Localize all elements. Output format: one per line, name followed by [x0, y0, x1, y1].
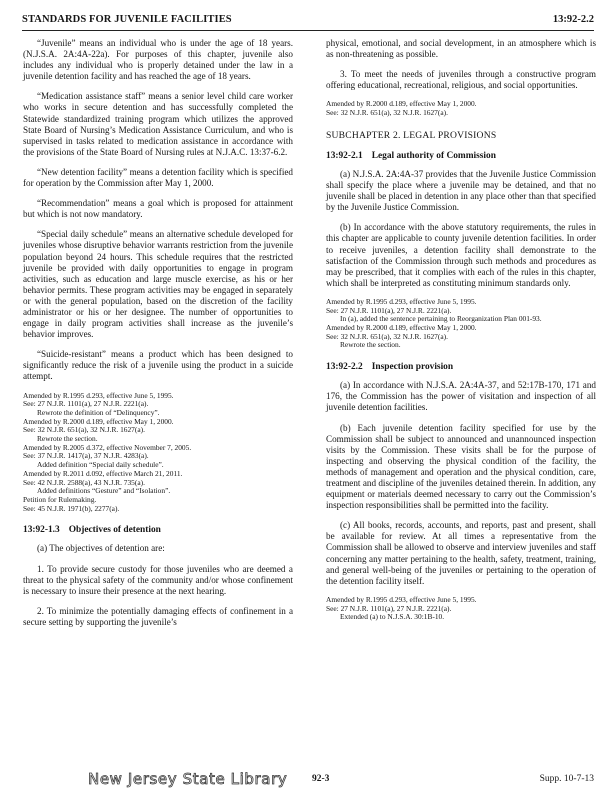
supplement-date: Supp. 10-7-13 [539, 774, 594, 784]
history-note: Amended by R.2000 d.189, effective May 1, 2000. [326, 323, 477, 333]
history-note: See: 27 N.J.R. 1101(a), 27 N.J.R. 2221(a). [23, 399, 149, 409]
objectives-intro: (a) The objectives of detention are: [37, 543, 165, 554]
amendment-history [326, 596, 596, 622]
objective-1: 1. To provide secure custody for those juveniles who are deemed a threat to the physical safety of the community and/or whose confinement is necessary to insure their presence at the next hearing. [23, 563, 293, 596]
history-note: See: 45 N.J.R. 1971(b), 2277(a). [23, 503, 120, 513]
right-column [326, 38, 596, 634]
left-column [23, 38, 293, 637]
history-note: Added definitions “Gesture” and “Isolation”. [37, 486, 171, 496]
history-note: Extended (a) to N.J.S.A. 30:1B-10. [340, 612, 445, 622]
legal-authority-b: (b) In accordance with the above statutory requirements, the rules in this chapter are applicable to county juvenile detention facilities. In order to receive juveniles, a detention facility shall demonstrate to the satisfaction of the Commission through such methods and procedures as may be prescribed, that it complies with each of the rules in this chapter, which shall be interpreted as constituting minimum standards only. [326, 222, 596, 288]
section-title: Legal authority of Commission [371, 150, 496, 161]
definition-medication-assistance-staff: “Medication assistance staff” means a senior level child care worker who works in secure detention and has successfully completed the Statewide standardized training program which utilizes the approved State Board of Nursing’s Medication Assistance Curriculum, and who is supervised in tasks related to medication assistance in accordance with the provisions of the State Board of Nursing rules at N.J.A.C. 13:37-6.2. [23, 91, 293, 157]
history-note: Added definition “Special daily schedule”. [37, 460, 164, 470]
history-note: Amended by R.1995 d.293, effective June 5, 1995. [326, 296, 477, 306]
amendment-history [326, 100, 596, 117]
definition-special-daily-schedule: “Special daily schedule” means an alternative schedule developed for juveniles whose disruptive behavior warrants restriction from the juvenile population beyond 24 hours. This schedule requires that the restricted juvenile be provided with daily opportunities to engage in program activities, such as education and large muscle exercise, as his or her behavior permits. These program activities may be engaged in separately or with the general population, based on the discretion of the facility administrator or his or her designee. The number of opportunities to engage in daily program activities shall increase as the juvenile’s behavior improves. [23, 229, 293, 340]
history-note: Rewrote the section. [37, 434, 98, 444]
history-note: See: 42 N.J.R. 2588(a), 43 N.J.R. 735(a). [23, 477, 145, 487]
inspection-b: (b) Each juvenile detention facility specified for use by the Commission shall be subject to announced and unannounced inspection visits by the Commission. These visits shall be for the purpose of inspecting and observing the physical condition of the facility, the methods of management and operation and the physical condition, care, treatment and discipline of the juveniles detained therein. In addition, any equipment or materials deemed necessary to carry out the Commission’s inspection responsibilities shall be permitted into the facility. [326, 422, 596, 511]
running-header-title: STANDARDS FOR JUVENILE FACILITIES [22, 14, 232, 25]
history-note: See: 37 N.J.R. 1417(a), 37 N.J.R. 4283(a). [23, 451, 149, 461]
history-note: Amended by R.2000 d.189, effective May 1, 2000. [326, 99, 477, 109]
history-note: Amended by R.2000 d.189, effective May 1, 2000. [23, 416, 174, 426]
section-number: 13:92-2.2 [326, 362, 363, 373]
history-note: Petition for Rulemaking. [23, 494, 97, 504]
history-note: See: 27 N.J.R. 1101(a), 27 N.J.R. 2221(a). [326, 305, 452, 315]
definition-juvenile: “Juvenile” means an individual who is under the age of 18 years. (N.J.S.A. 2A:4A-22a). For purposes of this chapter, juvenile also includes any individual who is properly detained under the law in a juvenile detention facility and has reached the age of 18 years. [23, 38, 293, 82]
section-number: 13:92-2.1 [326, 150, 363, 161]
history-note: See: 32 N.J.R. 651(a), 32 N.J.R. 1627(a). [326, 108, 448, 118]
running-header [22, 12, 594, 31]
history-note: See: 32 N.J.R. 651(a), 32 N.J.R. 1627(a). [326, 331, 448, 341]
definition-recommendation: “Recommendation” means a goal which is proposed for attainment but which is not now mandatory. [23, 198, 293, 220]
section-number: 13:92-1.3 [23, 525, 60, 536]
page-footer [22, 770, 594, 790]
section-heading-objectives [23, 525, 293, 536]
history-note: Rewrote the definition of “Delinquency”. [37, 407, 160, 417]
history-note: See: 27 N.J.R. 1101(a), 27 N.J.R. 2221(a). [326, 603, 452, 613]
history-note: In (a), added the sentence pertaining to Reorganization Plan 001-93. [340, 314, 542, 324]
objective-2-continued: physical, emotional, and social development, in an atmosphere which is as non-threatening as possible. [326, 38, 596, 60]
library-watermark: New Jersey State Library [88, 770, 288, 788]
history-note: Amended by R.2005 d.372, effective November 7, 2005. [23, 442, 192, 452]
inspection-a: (a) In accordance with N.J.S.A. 2A:4A-37, and 52:17B-170, 171 and 176, the Commission has the power of visitation and inspection of all juvenile detention facilities. [326, 380, 596, 413]
running-header-section: 13:92-2.2 [552, 14, 594, 25]
definition-suicide-resistant: “Suicide-resistant” means a product which has been designed to significantly reduce the risk of a juvenile using the product in a suicide attempt. [23, 349, 293, 382]
section-title: Objectives of detention [68, 525, 161, 536]
history-note: Amended by R.1995 d.293, effective June 5, 1995. [23, 390, 174, 400]
history-note: See: 32 N.J.R. 651(a), 32 N.J.R. 1627(a). [23, 425, 145, 435]
section-heading-inspection [326, 362, 596, 373]
section-title: Inspection provision [371, 362, 454, 373]
definition-new-detention-facility: “New detention facility” means a detention facility which is specified for operation by the Commission after May 1, 2000. [23, 166, 293, 189]
inspection-c: (c) All books, records, accounts, and reports, past and present, shall be available for review. At all times a representative from the Commission shall be allowed to observe and interview juveniles and staff concerning any matter pertaining to the health, safety, treatment, training, and general well-being of the juveniles or pertaining to the operation of the detention facility itself. [326, 520, 596, 586]
history-note: Amended by R.1995 d.293, effective June 5, 1995. [326, 594, 477, 604]
objective-2: 2. To minimize the potentially damaging effects of confinement in a secure setting by supporting the juvenile’s [23, 605, 293, 627]
history-note: Rewrote the section. [340, 340, 401, 350]
legal-authority-a: (a) N.J.S.A. 2A:4A-37 provides that the Juvenile Justice Commission shall specify the place where a juvenile may be detained, and that no juvenile shall be placed in detention in any place other than that specified by the Juvenile Justice Commission. [326, 168, 596, 213]
amendment-history [326, 298, 596, 350]
page-number: 92-3 [312, 774, 330, 784]
objective-3: 3. To meet the needs of juveniles through a constructive program offering educational, recreational, religious, and social opportunities. [326, 69, 596, 91]
history-note: Amended by R.2011 d.092, effective March 21, 2011. [23, 468, 183, 478]
section-heading-legal-authority [326, 151, 596, 162]
subchapter-heading: SUBCHAPTER 2. LEGAL PROVISIONS [326, 129, 497, 141]
amendment-history [23, 392, 293, 514]
